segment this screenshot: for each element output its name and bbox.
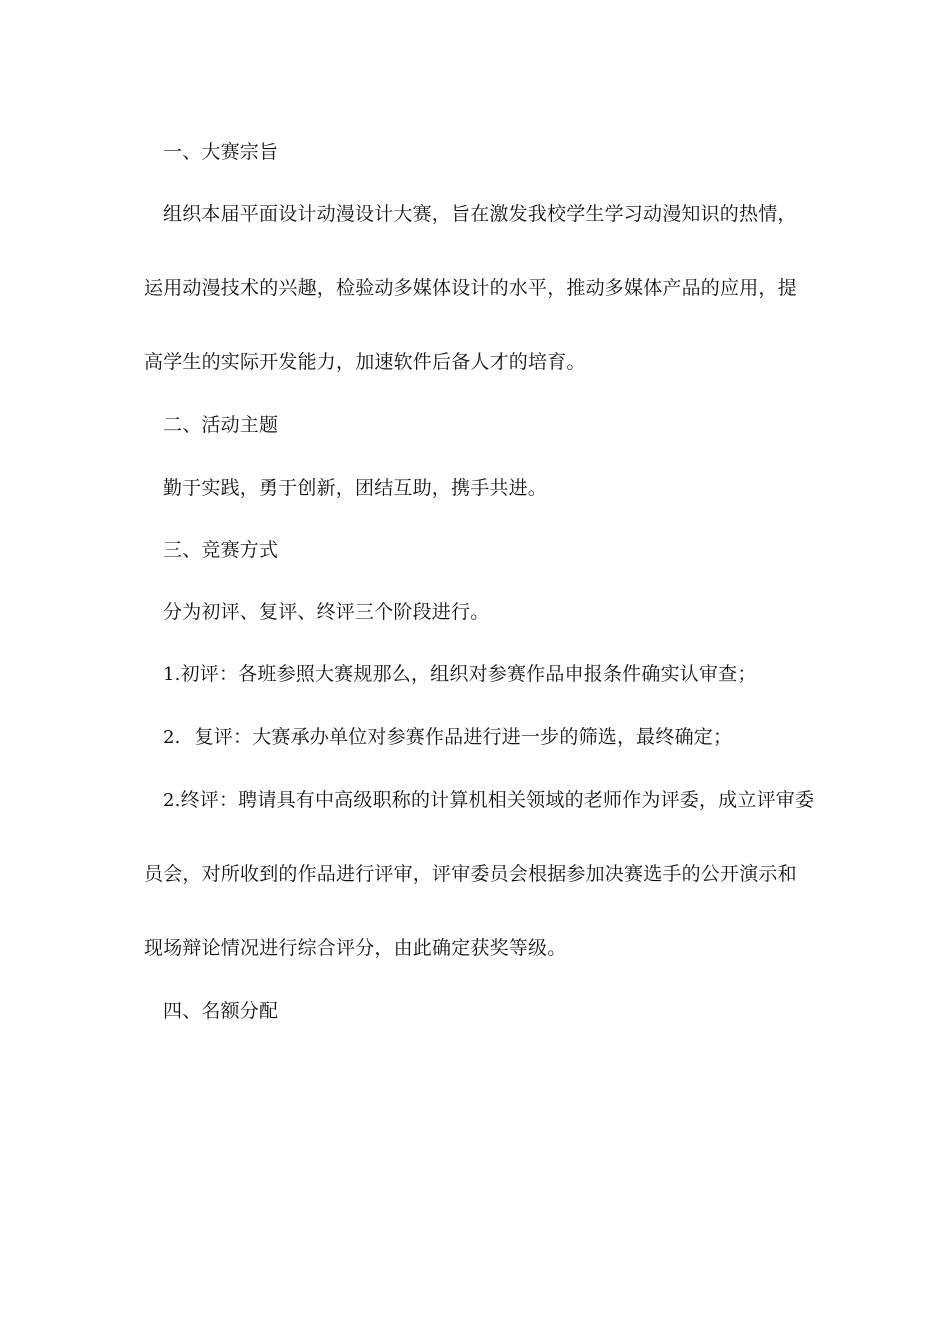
section-heading-purpose: 一、大赛宗旨: [163, 141, 279, 163]
final-review-line-2: 员会，对所收到的作品进行评审，评审委员会根据参加决赛选手的公开演示和: [144, 863, 797, 885]
list-item-text: 初评：各班参照大赛规那么，组织对参赛作品申报条件确实认审查；: [180, 663, 757, 685]
format-item-preliminary: [163, 662, 833, 687]
list-item-text: 终评：聘请具有中高级职称的计算机相关领域的老师作为评委，成立评审委: [180, 789, 815, 811]
section-heading-format: 三、竞赛方式: [163, 539, 279, 561]
list-number: 2.: [163, 790, 181, 811]
final-review-line-3: 现场辩论情况进行综合评分，由此确定获奖等级。: [144, 937, 567, 959]
purpose-paragraph-line-1: 组织本届平面设计动漫设计大赛，旨在激发我校学生学习动漫知识的热情，: [163, 203, 797, 225]
section-heading-quota: 四、名额分配: [163, 1000, 279, 1022]
section-heading-theme: 二、活动主题: [163, 414, 279, 436]
format-item-final-review: [163, 788, 833, 813]
purpose-paragraph-line-3: 高学生的实际开发能力，加速软件后备人才的培育。: [144, 351, 586, 373]
format-item-second-review: [163, 725, 833, 750]
format-intro: 分为初评、复评、终评三个阶段进行。: [163, 601, 490, 623]
list-number: 1.: [163, 664, 181, 685]
purpose-paragraph-line-2: 运用动漫技术的兴趣，检验动多媒体设计的水平，推动多媒体产品的应用，提: [144, 277, 797, 299]
theme-paragraph: 勤于实践，勇于创新，团结互助，携手共进。: [163, 477, 548, 499]
list-number: 2.: [163, 727, 181, 748]
list-item-text: 复评：大赛承办单位对参赛作品进行进一步的筛选，最终确定；: [194, 726, 733, 748]
